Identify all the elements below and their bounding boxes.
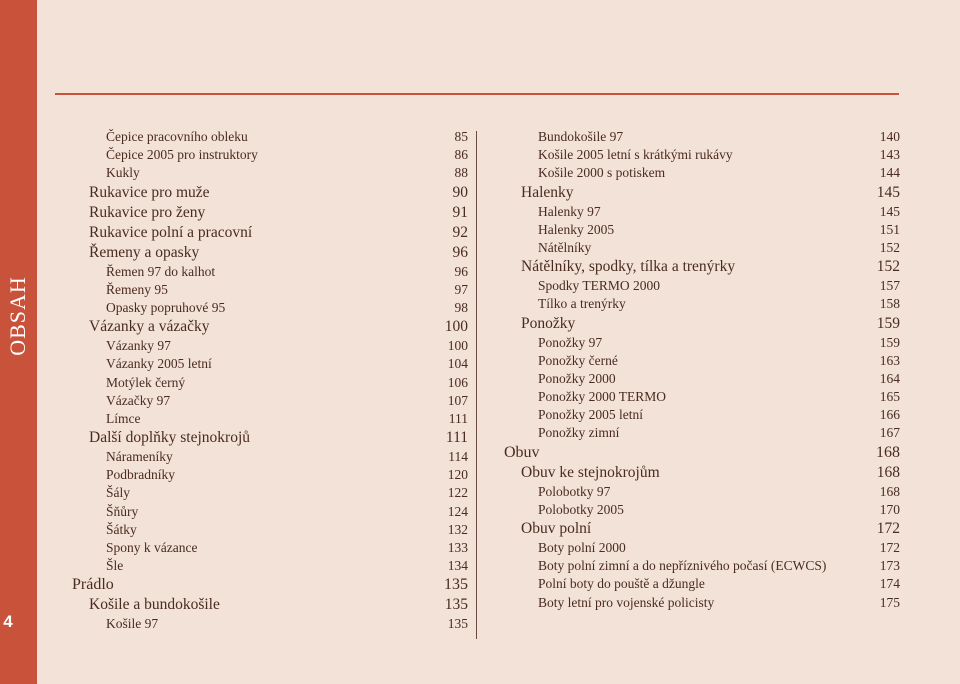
toc-entry <box>72 183 468 203</box>
toc-entry-label: Čepice 2005 pro instruktory <box>106 147 258 163</box>
toc-entry <box>72 355 468 373</box>
toc-entry-page: 145 <box>876 183 900 201</box>
toc-entry-label: Košile 2000 s potiskem <box>538 165 666 181</box>
toc-entry-page: 167 <box>879 425 900 441</box>
toc-entry-page: 100 <box>444 318 468 336</box>
toc-entry-label: Rukavice polní a pracovní <box>89 223 253 241</box>
toc-entry <box>504 146 900 164</box>
toc-entry-label: Bundokošile 97 <box>538 129 624 144</box>
toc-entry-label: Košile a bundokošile <box>89 596 220 614</box>
toc-entry-page: 172 <box>876 520 900 537</box>
toc-entry-page: 170 <box>879 501 900 517</box>
toc-entry-label: Boty polní 2000 <box>538 540 626 555</box>
toc-entry-page: 157 <box>879 278 900 294</box>
toc-entry-page: 106 <box>447 374 468 390</box>
toc-entry <box>72 428 468 448</box>
toc-entry-page: 152 <box>879 239 900 255</box>
toc-entry-label: Řemeny a opasky <box>89 243 200 261</box>
toc-entry-page: 104 <box>447 356 468 372</box>
toc-entry-page: 140 <box>879 129 900 144</box>
toc-entry-label: Řemen 97 do kalhot <box>106 263 216 279</box>
toc-entry <box>72 595 468 615</box>
toc-entry <box>72 484 468 502</box>
toc-entry-page: 124 <box>447 503 468 519</box>
toc-entry <box>72 203 468 223</box>
toc-entry-page: 107 <box>447 392 468 408</box>
toc-entry-label: Boty letní pro vojenské policisty <box>538 594 715 610</box>
toc-entry-page: 111 <box>445 429 468 447</box>
toc-entry <box>72 410 468 428</box>
toc-entry <box>504 334 900 352</box>
toc-entry-page: 152 <box>876 258 900 276</box>
toc-entry <box>504 443 900 463</box>
column-divider <box>476 131 477 639</box>
toc-entry <box>72 575 468 595</box>
toc-entry-page: 97 <box>454 281 468 297</box>
toc-entry-label: Kukly <box>106 165 140 181</box>
toc-entry-label: Vázačky 97 <box>106 392 171 408</box>
toc-entry <box>504 483 900 501</box>
toc-entry-label: Čepice pracovního obleku <box>106 129 248 144</box>
toc-entry-label: Ponožky 2000 TERMO <box>538 389 667 405</box>
toc-entry-label: Nárameníky <box>106 449 173 465</box>
toc-entry <box>504 519 900 539</box>
toc-entry-page: 114 <box>448 449 468 465</box>
toc-entry-label: Rukavice pro muže <box>89 183 210 201</box>
toc-entry <box>72 281 468 299</box>
toc-entry <box>504 128 900 146</box>
toc-entry-label: Polobotky 97 <box>538 483 611 499</box>
toc-entry-label: Ponožky 2005 letní <box>538 407 643 423</box>
toc-entry-page: 143 <box>879 147 900 163</box>
toc-entry-page: 173 <box>879 558 900 574</box>
toc-entry <box>504 164 900 182</box>
toc-left-column <box>72 128 468 634</box>
toc-entry-page: 174 <box>879 576 900 592</box>
toc-entry-label: Šňůry <box>106 503 139 519</box>
toc-entry-page: 164 <box>879 370 900 386</box>
toc-entry <box>504 501 900 519</box>
toc-entry-page: 168 <box>879 483 900 499</box>
toc-entry <box>504 557 900 575</box>
toc-entry-page: 85 <box>454 129 468 144</box>
toc-entry-label: Ponožky černé <box>538 352 618 368</box>
toc-entry-page: 96 <box>452 243 468 261</box>
section-title-vertical: OBSAH <box>5 276 30 356</box>
toc-entry-page: 163 <box>879 352 900 368</box>
toc-entry <box>72 299 468 317</box>
toc-entry <box>72 521 468 539</box>
toc-entry-label: Šátky <box>106 521 137 537</box>
toc-entry-label: Rukavice pro ženy <box>89 203 206 221</box>
toc-entry <box>504 424 900 442</box>
toc-entry-label: Boty polní zimní a do nepříznivého počasí (ECWCS) <box>538 558 827 574</box>
toc-entry-label: Límce <box>106 410 141 426</box>
toc-entry-page: 88 <box>454 165 468 181</box>
toc-entry <box>72 146 468 164</box>
toc-entry <box>504 575 900 593</box>
toc-entry-page: 144 <box>879 165 900 181</box>
toc-entry-label: Košile 2005 letní s krátkými rukávy <box>538 147 733 163</box>
toc-entry <box>504 352 900 370</box>
toc-entry <box>504 388 900 406</box>
toc-entry <box>504 183 900 203</box>
toc-entry-page: 158 <box>879 296 900 312</box>
toc-entry-page: 159 <box>879 334 900 350</box>
toc-entry-page: 166 <box>879 407 900 423</box>
toc-entry-label: Obuv ke stejnokrojům <box>521 463 660 481</box>
toc-entry-label: Opasky popruhové 95 <box>106 299 226 315</box>
toc-entry-label: Polní boty do pouště a džungle <box>538 576 705 592</box>
toc-entry <box>72 243 468 263</box>
toc-entry-label: Polobotky 2005 <box>538 501 624 517</box>
toc-entry <box>504 314 900 334</box>
toc-entry <box>72 164 468 182</box>
toc-entry <box>72 539 468 557</box>
toc-entry-page: 90 <box>452 183 468 201</box>
toc-entry-label: Spodky TERMO 2000 <box>538 278 661 294</box>
toc-entry-page: 98 <box>454 299 468 315</box>
toc-entry <box>504 295 900 313</box>
toc-entry-page: 151 <box>879 221 900 237</box>
toc-entry-label: Košile 97 <box>106 616 159 632</box>
toc-entry-label: Prádlo <box>72 576 114 594</box>
toc-entry <box>504 277 900 295</box>
toc-entry-page: 168 <box>876 443 900 461</box>
toc-entry-page: 86 <box>454 147 468 163</box>
toc-entry-page: 172 <box>879 540 900 555</box>
toc-entry-label: Tílko a trenýrky <box>538 296 626 312</box>
toc-entry <box>72 223 468 243</box>
toc-entry-label: Další doplňky stejnokrojů <box>89 429 251 447</box>
toc-entry <box>72 557 468 575</box>
toc-entry-page: 96 <box>454 263 468 279</box>
toc-entry-label: Podbradníky <box>106 467 175 483</box>
toc-entry <box>504 239 900 257</box>
side-band <box>0 0 37 684</box>
toc-entry <box>504 406 900 424</box>
toc-entry-label: Šály <box>106 485 131 501</box>
toc-entry-page: 100 <box>447 338 468 354</box>
toc-entry-label: Nátělníky, spodky, tílka a trenýrky <box>521 258 736 276</box>
toc-entry-page: 168 <box>876 463 900 481</box>
toc-entry-label: Obuv <box>504 443 540 461</box>
toc-entry <box>72 466 468 484</box>
toc-entry-page: 111 <box>448 410 468 426</box>
toc-entry-page: 145 <box>879 203 900 219</box>
toc-entry <box>72 503 468 521</box>
page-number: 4 <box>3 612 13 631</box>
toc-entry-label: Halenky 2005 <box>538 221 615 237</box>
toc-entry-page: 120 <box>447 467 468 483</box>
toc-entry-label: Obuv polní <box>521 520 592 537</box>
toc-entry <box>72 317 468 337</box>
toc-entry <box>504 594 900 612</box>
toc-entry <box>72 374 468 392</box>
toc-entry-label: Šle <box>106 558 124 574</box>
toc-entry <box>72 392 468 410</box>
toc-entry-page: 165 <box>879 389 900 405</box>
toc-entry-label: Motýlek černý <box>106 374 186 390</box>
toc-entry <box>504 221 900 239</box>
toc-entry-label: Nátělníky <box>538 239 592 255</box>
toc-entry <box>72 337 468 355</box>
toc-entry-page: 122 <box>447 485 468 501</box>
toc-entry-label: Halenky <box>521 183 574 201</box>
toc-entry <box>504 203 900 221</box>
toc-entry-page: 135 <box>444 596 468 614</box>
toc-right-column <box>504 128 900 612</box>
toc-entry-page: 92 <box>452 223 468 241</box>
toc-entry <box>72 448 468 466</box>
toc-entry <box>504 370 900 388</box>
toc-entry-page: 91 <box>452 203 468 221</box>
toc-entry-page: 135 <box>447 616 468 632</box>
toc-entry-page: 159 <box>876 314 900 332</box>
top-rule <box>55 93 899 95</box>
toc-entry-label: Ponožky zimní <box>538 425 620 441</box>
toc-entry-page: 135 <box>444 576 468 594</box>
toc-entry-label: Spony k vázance <box>106 540 198 555</box>
toc-entry-label: Vázanky 2005 letní <box>106 356 212 372</box>
toc-entry-label: Vázanky 97 <box>106 338 171 354</box>
toc-entry <box>504 463 900 483</box>
toc-entry-label: Ponožky 97 <box>538 334 603 350</box>
toc-entry <box>72 128 468 146</box>
toc-entry <box>504 539 900 557</box>
toc-entry-page: 175 <box>879 594 900 610</box>
toc-entry-label: Ponožky <box>521 314 576 332</box>
toc-entry-label: Vázanky a vázačky <box>89 318 210 336</box>
toc-entry <box>72 263 468 281</box>
toc-entry-page: 133 <box>447 540 468 555</box>
toc-entry <box>504 257 900 277</box>
toc-entry-page: 132 <box>447 521 468 537</box>
toc-entry-label: Ponožky 2000 <box>538 370 616 386</box>
toc-entry-label: Halenky 97 <box>538 203 601 219</box>
toc-entry-label: Řemeny 95 <box>106 281 168 297</box>
toc-entry <box>72 615 468 633</box>
toc-entry-page: 134 <box>447 558 468 574</box>
